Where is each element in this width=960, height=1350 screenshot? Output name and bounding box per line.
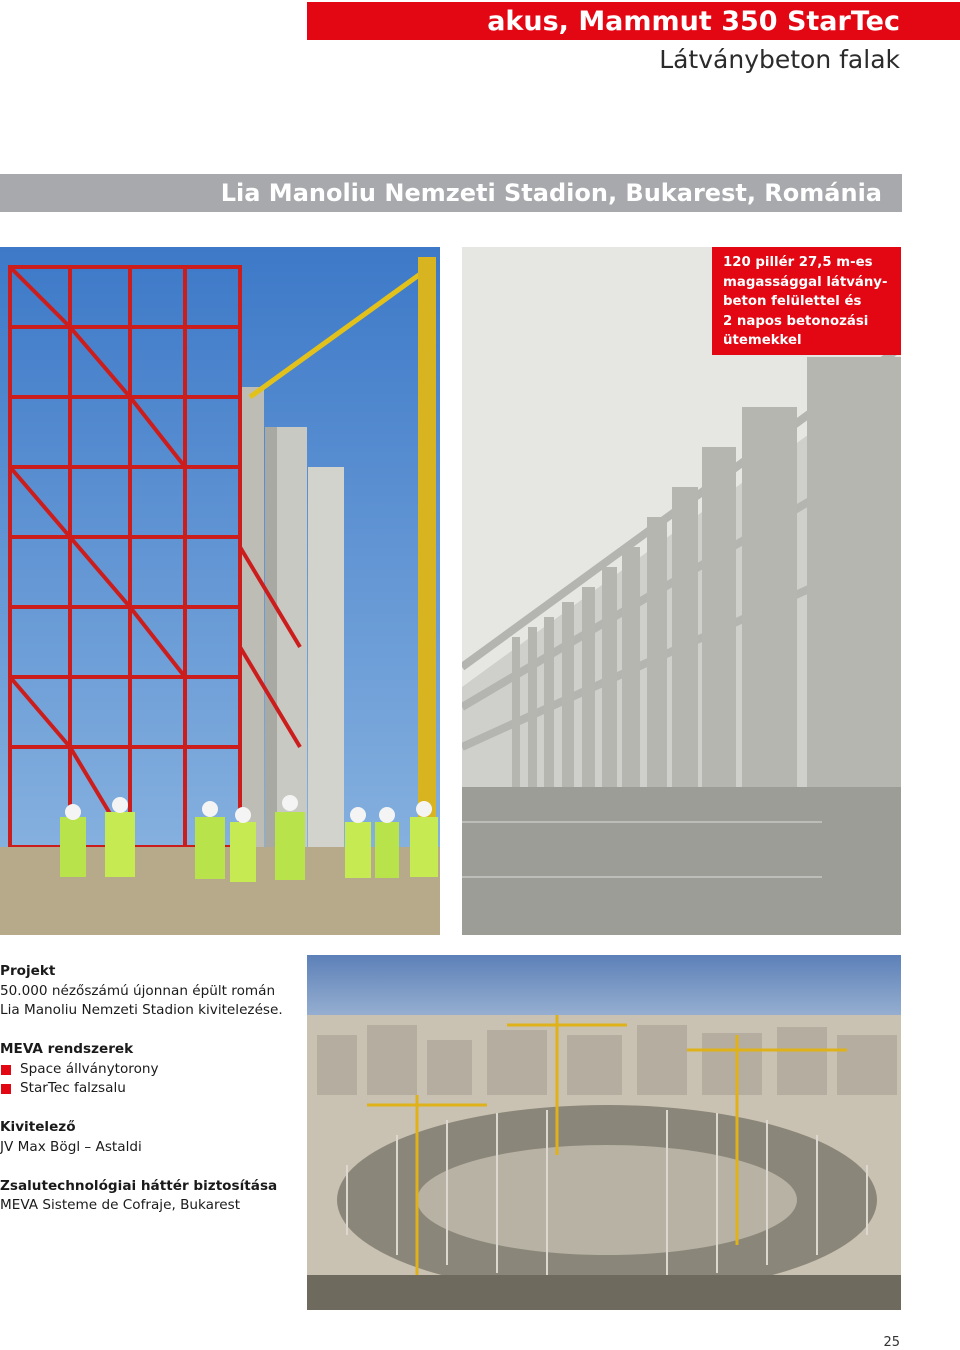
page-number: 25	[883, 1335, 900, 1350]
callout-line: 120 pillér 27,5 m-es	[723, 255, 873, 270]
list-item	[0, 1060, 300, 1080]
red-square-bullet-icon	[1, 1084, 11, 1094]
list-item	[0, 1079, 300, 1099]
support-value: MEVA Sisteme de Cofraje, Bukarest	[0, 1197, 241, 1213]
project-info	[0, 962, 300, 1235]
callout-line: 2 napos betonozási	[723, 313, 869, 329]
project-title-band	[0, 174, 902, 212]
project-title: Lia Manoliu Nemzeti Stadion, Bukarest, Románia	[220, 179, 882, 207]
stadium-aerial-photo	[307, 955, 901, 1310]
contractor-label: Kivitelező	[0, 1119, 76, 1135]
projekt-label: Projekt	[0, 963, 56, 979]
systems-label: MEVA rendszerek	[0, 1041, 134, 1057]
projekt-line: 50.000 nézőszámú újonnan épült román	[0, 982, 276, 999]
systems-list	[0, 1060, 300, 1099]
header-red-band	[307, 2, 960, 40]
page-header-title: akus, Mammut 350 StarTec	[487, 6, 900, 37]
red-square-bullet-icon	[1, 1065, 11, 1075]
support-label: Zsalutechnológiai háttér biztosítása	[0, 1177, 278, 1194]
callout-box	[712, 247, 901, 355]
contractor-value: JV Max Bögl – Astaldi	[0, 1138, 142, 1155]
page-header-subtitle: Látványbeton falak	[659, 45, 900, 74]
scaffolding-tower-photo	[0, 247, 440, 935]
callout-line: beton felülettel és	[723, 294, 862, 310]
support-block	[0, 1177, 300, 1216]
callout-line: ütemekkel	[723, 333, 802, 349]
systems-block	[0, 1040, 300, 1099]
projekt-block	[0, 962, 300, 1021]
system-item-label: Space állványtorony	[20, 1060, 159, 1077]
system-item-label: StarTec falzsalu	[20, 1080, 126, 1096]
callout-line: magassággal látvány-	[723, 274, 888, 290]
projekt-line: Lia Manoliu Nemzeti Stadion kivitelezése.	[0, 1002, 283, 1018]
contractor-block	[0, 1118, 300, 1157]
